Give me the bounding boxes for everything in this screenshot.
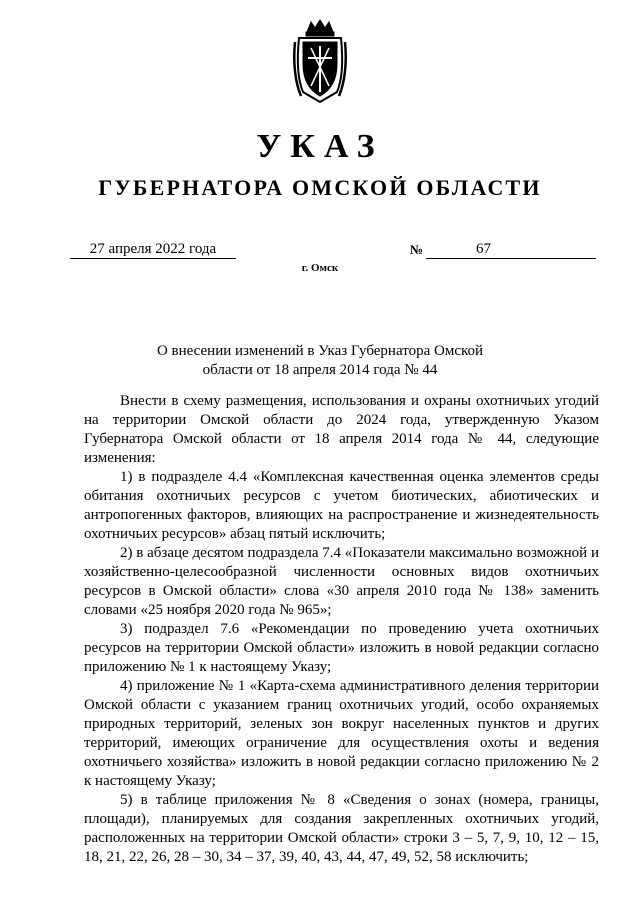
paragraph: 5) в таблице приложения № 8 «Сведения о зонах (номера, границы, площади), планируемых для создания закрепленных охотничьих угодий, расположенных на территории Омской области» строки 3 – 5, 7, 9, 10, 12 – 15, 18, 21, 22, 26, 28 – 30, 34 – 37, 39, 40, 43, 44, 47, 49, 52, 58 исключить;: [84, 792, 599, 865]
paragraph: Внести в схему размещения, использования и охраны охотничьих угодий на территории Омской области до 2024 года, утвержденную Указом Губернатора Омской области от 18 апреля 2014 года № 44, следующие изменения:: [84, 393, 599, 466]
document-title: УКАЗ: [256, 128, 384, 165]
document-subtitle: ГУБЕРНАТОРА ОМСКОЙ ОБЛАСТИ: [98, 175, 542, 200]
decree-body: [84, 392, 599, 867]
paragraph: 4) приложение № 1 «Карта-схема административного деления территории Омской области с указанием границ охотничьих угодий, особо охраняемых природных территорий, зеленых зон вокруг населенных пунктов и других территорий, имеющих ограничение для осуществления охоты и ведения охотничьего хозяйства» изложить в новой редакции согласно приложению № 2 к настоящему Указу;: [84, 678, 599, 789]
omsk-coat-of-arms-icon: [293, 18, 347, 106]
heading-line: О внесении изменений в Указ Губернатора Омской: [156, 343, 484, 359]
decree-date: 27 апреля 2022 года: [70, 240, 236, 259]
decree-heading: [120, 342, 520, 380]
paragraph: 1) в подразделе 4.4 «Комплексная качественная оценка элементов среды обитания охотничьих ресурсов с учетом биотических, абиотических и антропогенных факторов, влияющих на распространение и жизнедеятельность охотничьих ресурсов» абзац пятый исключить;: [84, 469, 599, 542]
paragraph: 2) в абзаце десятом подраздела 7.4 «Показатели максимально возможной и хозяйственно-целесообразной численности основных видов охотничьих ресурсов в Омской области» слова «30 апреля 2010 года № 138» заменить словами «25 ноября 2020 года № 965»;: [84, 545, 599, 618]
coat-of-arms-emblem: [293, 18, 347, 106]
decree-number-field: [426, 240, 596, 259]
city-name: г. Омск: [301, 262, 339, 274]
heading-line: области от 18 апреля 2014 года № 44: [202, 362, 438, 378]
decree-number: 67: [476, 241, 491, 257]
number-sign: №: [410, 242, 424, 257]
paragraph: 3) подраздел 7.6 «Рекомендации по проведению учета охотничьих ресурсов на территории Омской области» изложить в новой редакции согласно приложению № 1 к настоящему Указу;: [84, 621, 599, 675]
